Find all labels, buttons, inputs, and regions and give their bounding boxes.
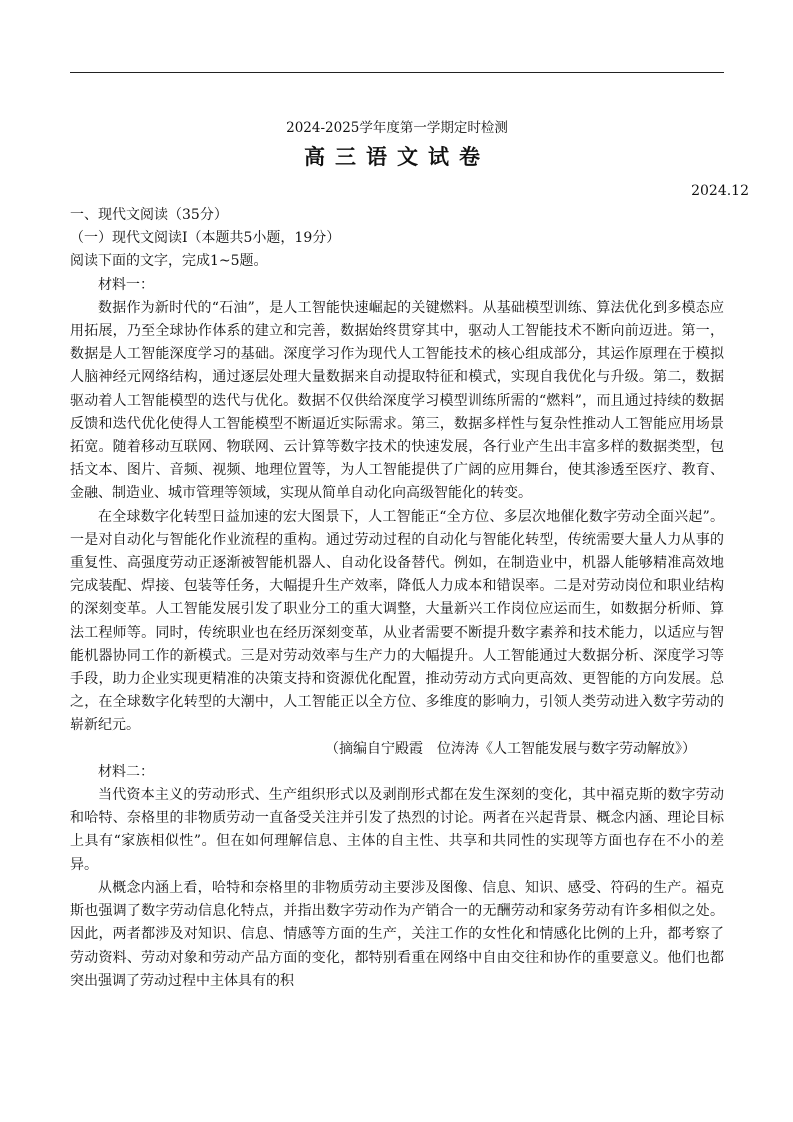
material-2-label: 材料二： [98, 763, 154, 780]
section-heading: 一、现代文阅读（35分） [70, 207, 228, 223]
article-body [70, 204, 724, 993]
section-subheading: （一）现代文阅读Ⅰ（本题共5小题，19分） [70, 230, 341, 247]
material-2-paragraph: 当代资本主义的劳动形式、生产组织形式以及剥削形式都在发生深刻的变化，其中福克斯的数字劳动和哈特、奈格里的非物质劳动一直备受关注并引发了热烈的讨论。两者在兴起背景、概念内涵、理论目标上具有“家族相似性”。但在如何理解信息、主体的自主性、共享和共同性的实现等方面也存在不小的差异。 [70, 787, 724, 873]
material-1-label: 材料一： [98, 276, 154, 293]
exam-date: 2024.12 [691, 183, 749, 199]
material-1-paragraph: 在全球数字化转型日益加速的宏大图景下，人工智能正“全方位、多层次地催化数字劳动全面兴起”。一是对自动化与智能化作业流程的重构。通过劳动过程的自动化与智能化转型，传统需要大量人力从事的重复性、高强度劳动正逐渐被智能机器人、自动化设备替代。例如，在制造业中，机器人能够精准高效地完成装配、焊接、包装等任务，大幅提升生产效率，降低人力成本和错误率。二是对劳动岗位和职业结构的深刻变革。人工智能发展引发了职业分工的重大调整，大量新兴工作岗位应运而生，如数据分析师、算法工程师等。同时，传统职业也在经历深刻变革，从业者需要不断提升数字素养和技术能力，以适应与智能机器协同工作的新模式。三是对劳动效率与生产力的大幅提升。人工智能通过大数据分析、深度学习等手段，助力企业实现更精准的决策支持和资源优化配置，推动劳动方式向更高效、更智能的方向发展。总之，在全球数字化转型的大潮中，人工智能正以全方位、多维度的影响力，引领人类劳动进入数字劳动的崭新纪元。 [70, 508, 724, 734]
material-1-paragraph: 数据作为新时代的“石油”，是人工智能快速崛起的关键燃料。从基础模型训练、算法优化到多模态应用拓展，乃至全球协作体系的建立和完善，数据始终贯穿其中，驱动人工智能技术不断向前迈进。第一，数据是人工智能深度学习的基础。深度学习作为现代人工智能技术的核心组成部分，其运作原理在于模拟人脑神经元网络结构，通过逐层处理大量数据来自动提取特征和模式，实现自我优化与升级。第二，数据驱动着人工智能模型的迭代与优化。数据不仅供给深度学习模型训练所需的“燃料”，而且通过持续的数据反馈和迭代优化使得人工智能模型不断逼近实际需求。第三，数据多样性与复杂性推动人工智能应用场景拓宽。随着移动互联网、物联网、云计算等数字技术的快速发展，各行业产生出丰富多样的数据类型，包括文本、图片、音频、视频、地理位置等，为人工智能提供了广阔的应用舞台，使其渗透至医疗、教育、金融、制造业、城市管理等领域，实现从简单自动化向高级智能化的转变。 [70, 299, 724, 502]
material-1-source: （摘编自宁殿霞 位涛涛《人工智能发展与数字劳动解放》） [325, 740, 696, 757]
exam-title: 高三语文试卷 [304, 144, 490, 169]
exam-subtitle: 2024-2025学年度第一学期定时检测 [286, 120, 508, 136]
reading-instruction: 阅读下面的文字，完成1~5题。 [70, 253, 268, 270]
header-rule [70, 72, 724, 73]
material-2-paragraph: 从概念内涵上看，哈特和奈格里的非物质劳动主要涉及图像、信息、知识、感受、符码的生产。福克斯也强调了数字劳动信息化特点，并指出数字劳动作为产销合一的无酬劳动和家务劳动有许多相似之处。因此，两者都涉及对知识、信息、情感等方面的生产，关注工作的女性化和情感化比例的上升，都考察了劳动资料、劳动对象和劳动产品方面的变化，都特别看重在网络中自由交往和协作的重要意义。他们也都突出强调了劳动过程中主体具有的积 [70, 879, 724, 989]
